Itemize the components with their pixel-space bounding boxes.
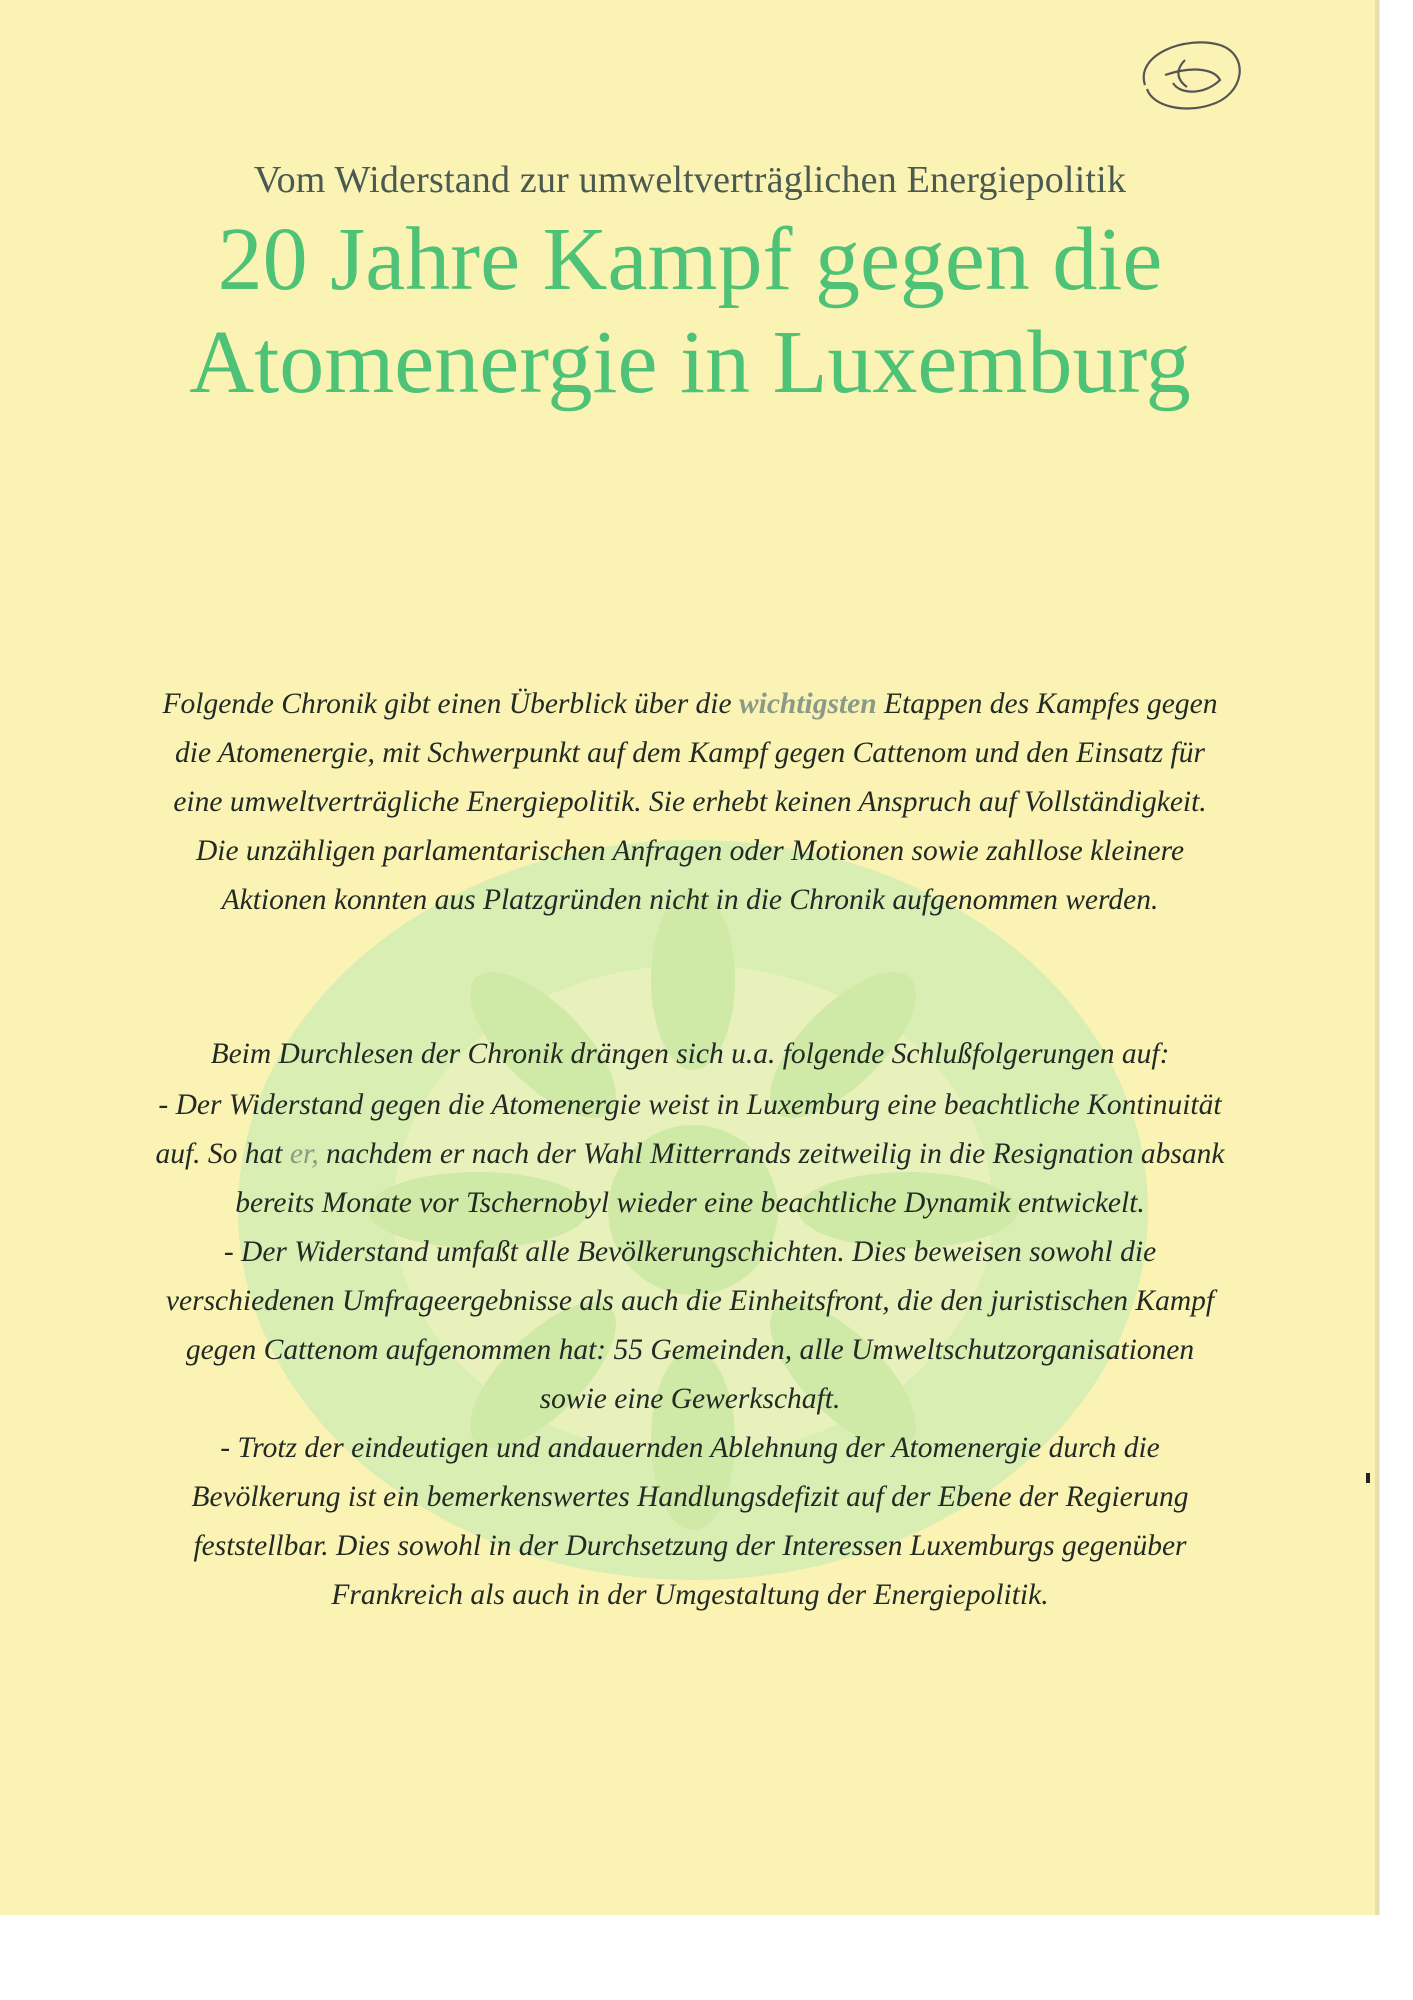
page-edge (1375, 0, 1379, 1915)
scan-mark (1366, 1473, 1370, 1483)
conclusions-lead: Beim Durchlesen der Chronik drängen sich u.a. folgende Schlußfolgerungen auf: (210, 1038, 1170, 1070)
document-title-line2: Atomenergie in Luxemburg (189, 313, 1191, 412)
intro-text-after: Etappen des Kampfes gegen die Atomenergie, mit Schwerpunkt auf dem Kampf gegen Cattenom und den Einsatz für eine umweltverträgliche Energiepolitik. Sie erhebt keinen Anspruch auf Vollständigkeit. Die unzähligen parlamentarischen Anfragen oder Motionen sowie zahllose kleinere Aktionen konnten aus Platzgründen nicht in die Chronik aufgenommen werden. (173, 688, 1218, 916)
point1-text-after: nachdem er nach der Wahl Mitterrands zeitweilig in die Resignation absank bereits Monate vor Tschernobyl wieder eine beachtliche Dynamik entwickelt. (235, 1138, 1225, 1219)
document-title (0, 208, 1380, 414)
conclusion-point-population: - Der Widerstand umfaßt alle Bevölkerungschichten. Dies beweisen sowohl die verschiedenen Umfrageergebnisse als auch die Einheitsfront, die den juristischen Kampf gegen Cattenom aufgenommen hat: 55 Gemeinden, alle Umweltschutzorganisationen sowie eine Gewerkschaft. (165, 1236, 1215, 1415)
handwritten-page-number-mark (1125, 25, 1255, 125)
conclusion-point-continuity (150, 1081, 1230, 1228)
document-title-line1: 20 Jahre Kampf gegen die (217, 210, 1163, 309)
point1-text-before: - Der Widerstand gegen die Atomenergie weist in Luxemburg eine beachtliche Kontinuität auf. So hat (155, 1089, 1222, 1170)
intro-highlight-word: wichtigsten (738, 688, 877, 720)
document-subtitle: Vom Widerstand zur umweltverträglichen Energiepolitik (253, 159, 1127, 201)
intro-text-before: Folgende Chronik gibt einen Überblick über die (162, 688, 739, 720)
conclusion-point-government: - Trotz der eindeutigen und andauernden Ablehnung der Atomenergie durch die Bevölkerung ist ein bemerkenswertes Handlungsdefizit auf der Ebene der Regierung feststellbar. Dies sowohl in der Durchsetzung der Interessen Luxemburgs gegenüber Frankreich als auch in der Umgestaltung der Energiepolitik. (191, 1432, 1189, 1611)
point1-faded-word: er, (289, 1138, 319, 1170)
intro-paragraph (150, 680, 1230, 925)
conclusions-section (150, 1030, 1230, 1620)
